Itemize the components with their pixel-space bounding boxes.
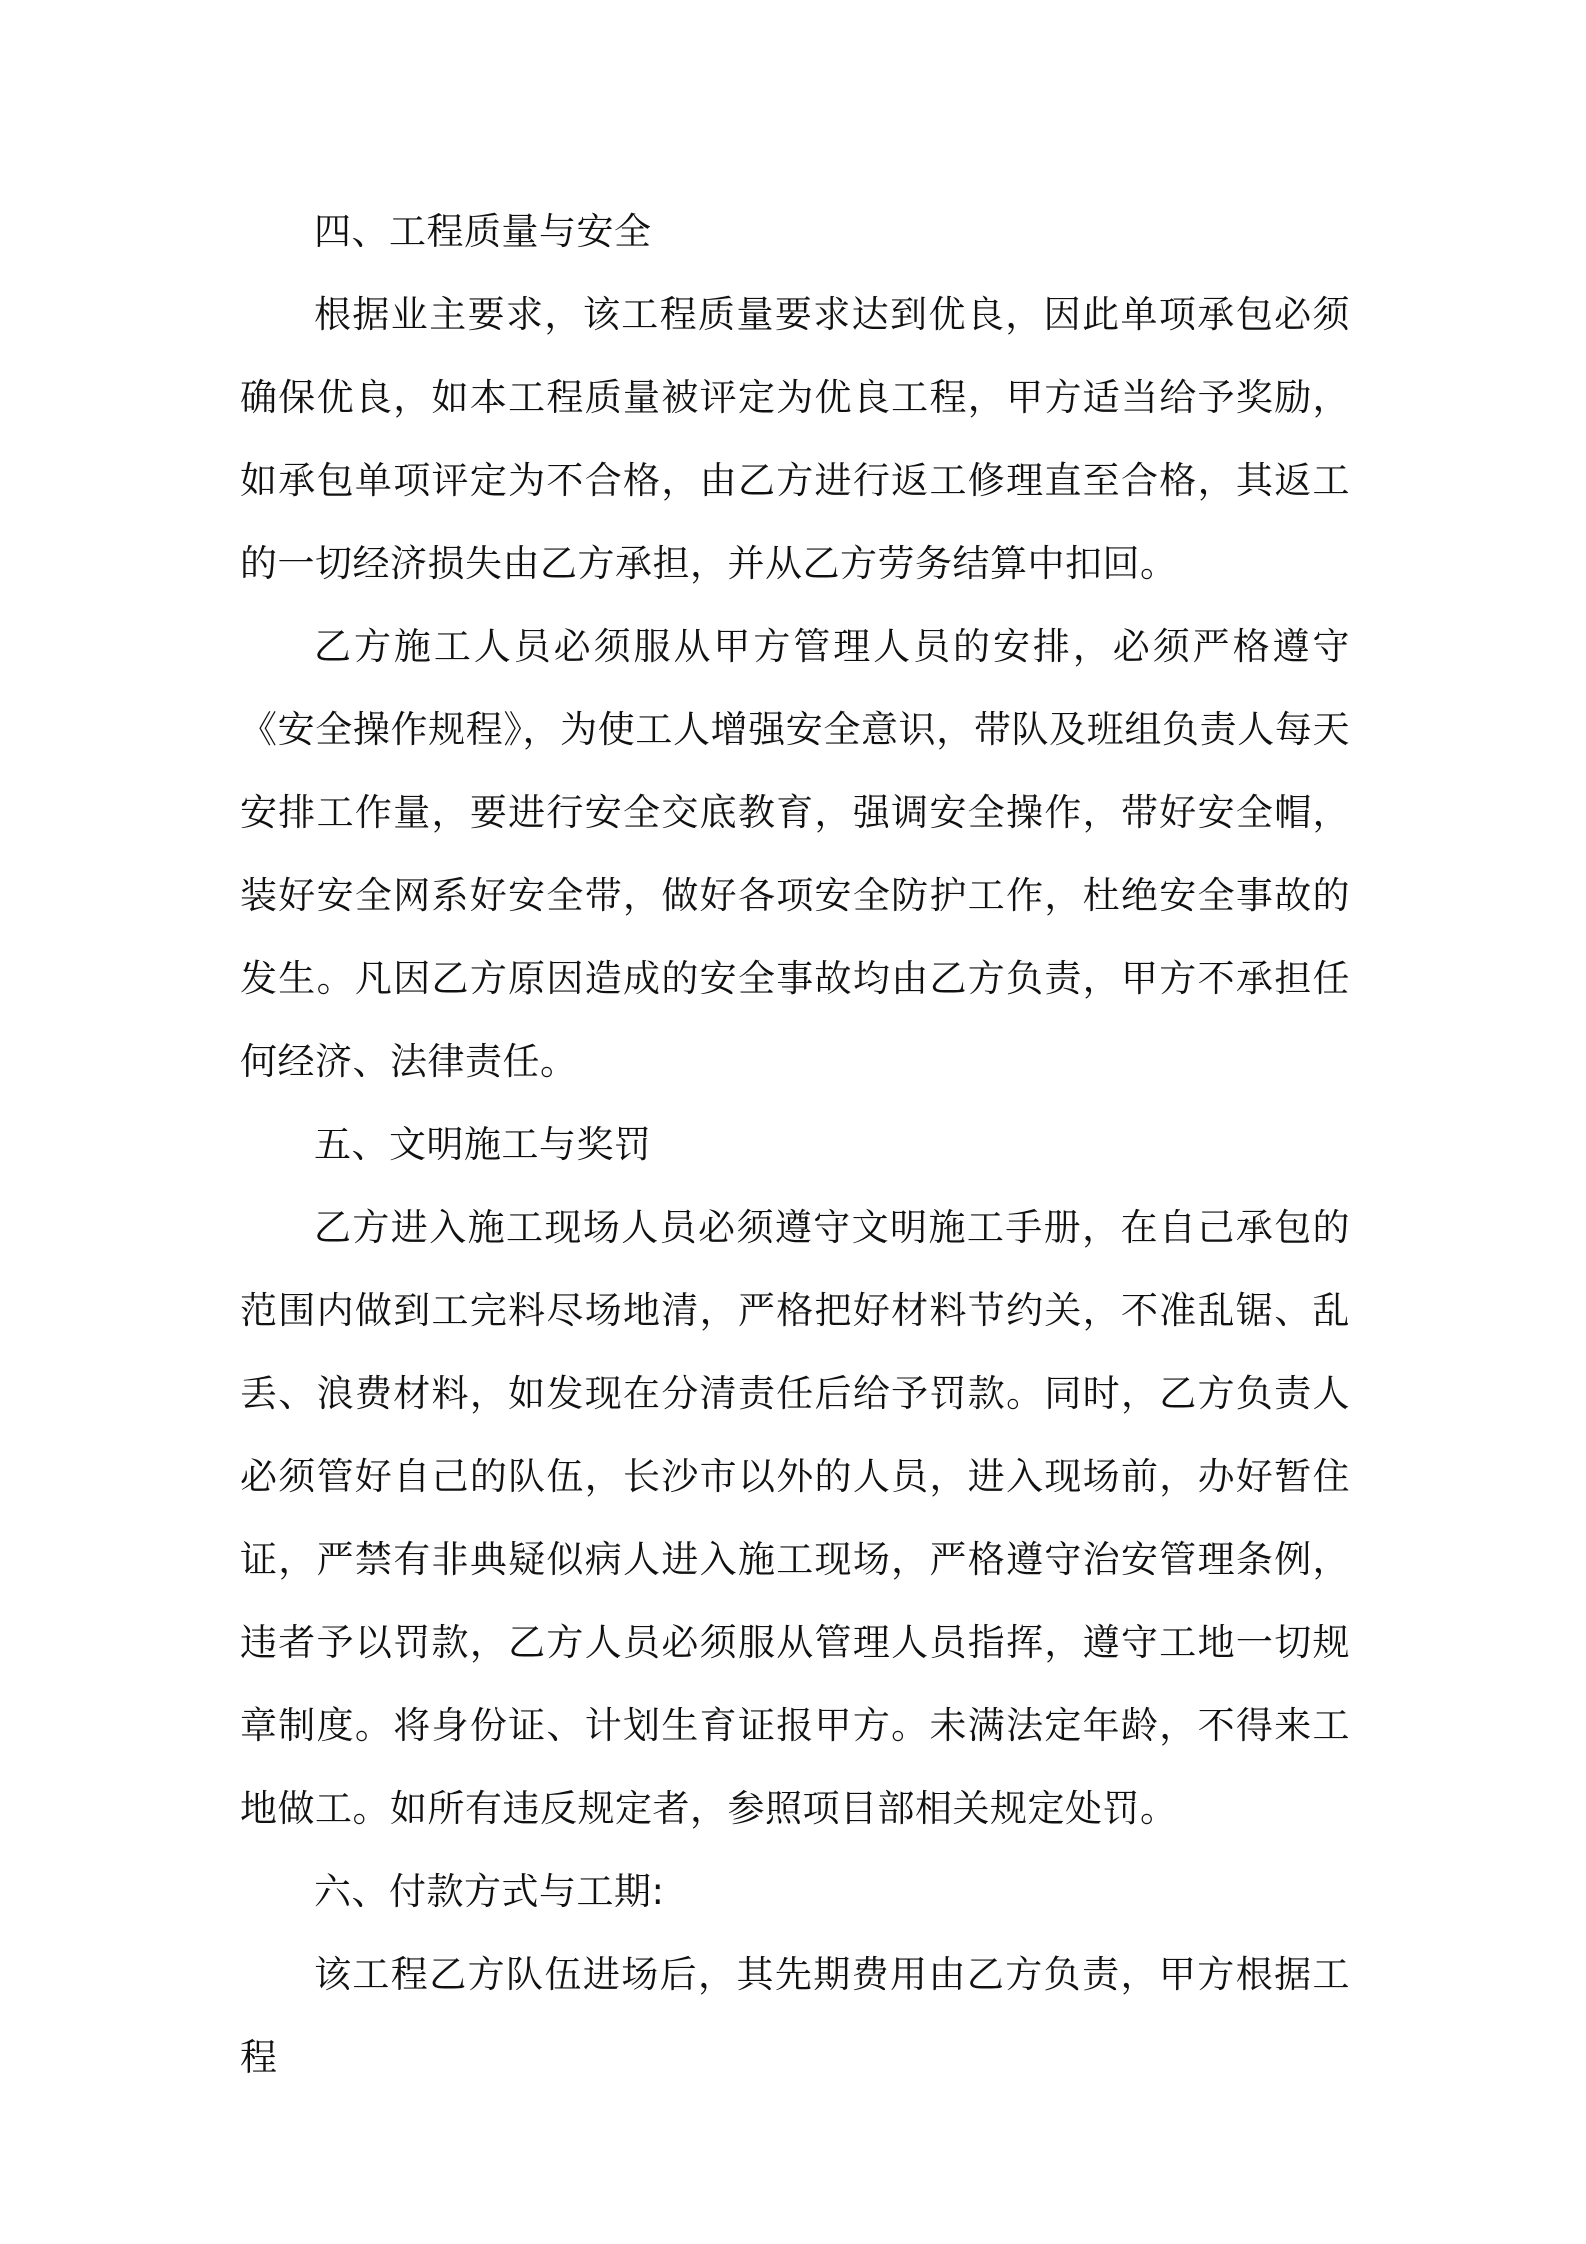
section-heading-civilized-construction: 五、文明施工与奖罚 bbox=[314, 1123, 652, 1166]
document-body bbox=[240, 190, 1350, 2099]
section-heading-quality-safety: 四、工程质量与安全 bbox=[314, 210, 652, 253]
paragraph-payment: 该工程乙方队伍进场后，其先期费用由乙方负责，甲方根据工程 bbox=[240, 1953, 1350, 2079]
paragraph-civilized-construction: 乙方进入施工现场人员必须遵守文明施工手册，在自己承包的范围内做到工完料尽场地清，严格把好材料节约关，不准乱锯、乱丢、浪费材料，如发现在分清责任后给予罚款。同时，乙方负责人必须管好自己的队伍，长沙市以外的人员，进入现场前，办好暂住证，严禁有非典疑似病人进入施工现场，严格遵守治安管理条例，违者予以罚款，乙方人员必须服从管理人员指挥，遵守工地一切规章制度。将身份证、计划生育证报甲方。未满法定年龄，不得来工地做工。如所有违反规定者，参照项目部相关规定处罚。 bbox=[240, 1206, 1350, 1830]
paragraph-quality: 根据业主要求，该工程质量要求达到优良，因此单项承包必须确保优良，如本工程质量被评定为优良工程，甲方适当给予奖励，如承包单项评定为不合格，由乙方进行返工修理直至合格，其返工的一切经济损失由乙方承担，并从乙方劳务结算中扣回。 bbox=[240, 293, 1350, 585]
paragraph-safety: 乙方施工人员必须服从甲方管理人员的安排，必须严格遵守《安全操作规程》，为使工人增强安全意识，带队及班组负责人每天安排工作量，要进行安全交底教育，强调安全操作，带好安全帽，装好安全网系好安全带，做好各项安全防护工作，杜绝安全事故的发生。凡因乙方原因造成的安全事故均由乙方负责，甲方不承担任何经济、法律责任。 bbox=[240, 625, 1350, 1083]
section-heading-payment-schedule: 六、付款方式与工期: bbox=[314, 1870, 665, 1913]
